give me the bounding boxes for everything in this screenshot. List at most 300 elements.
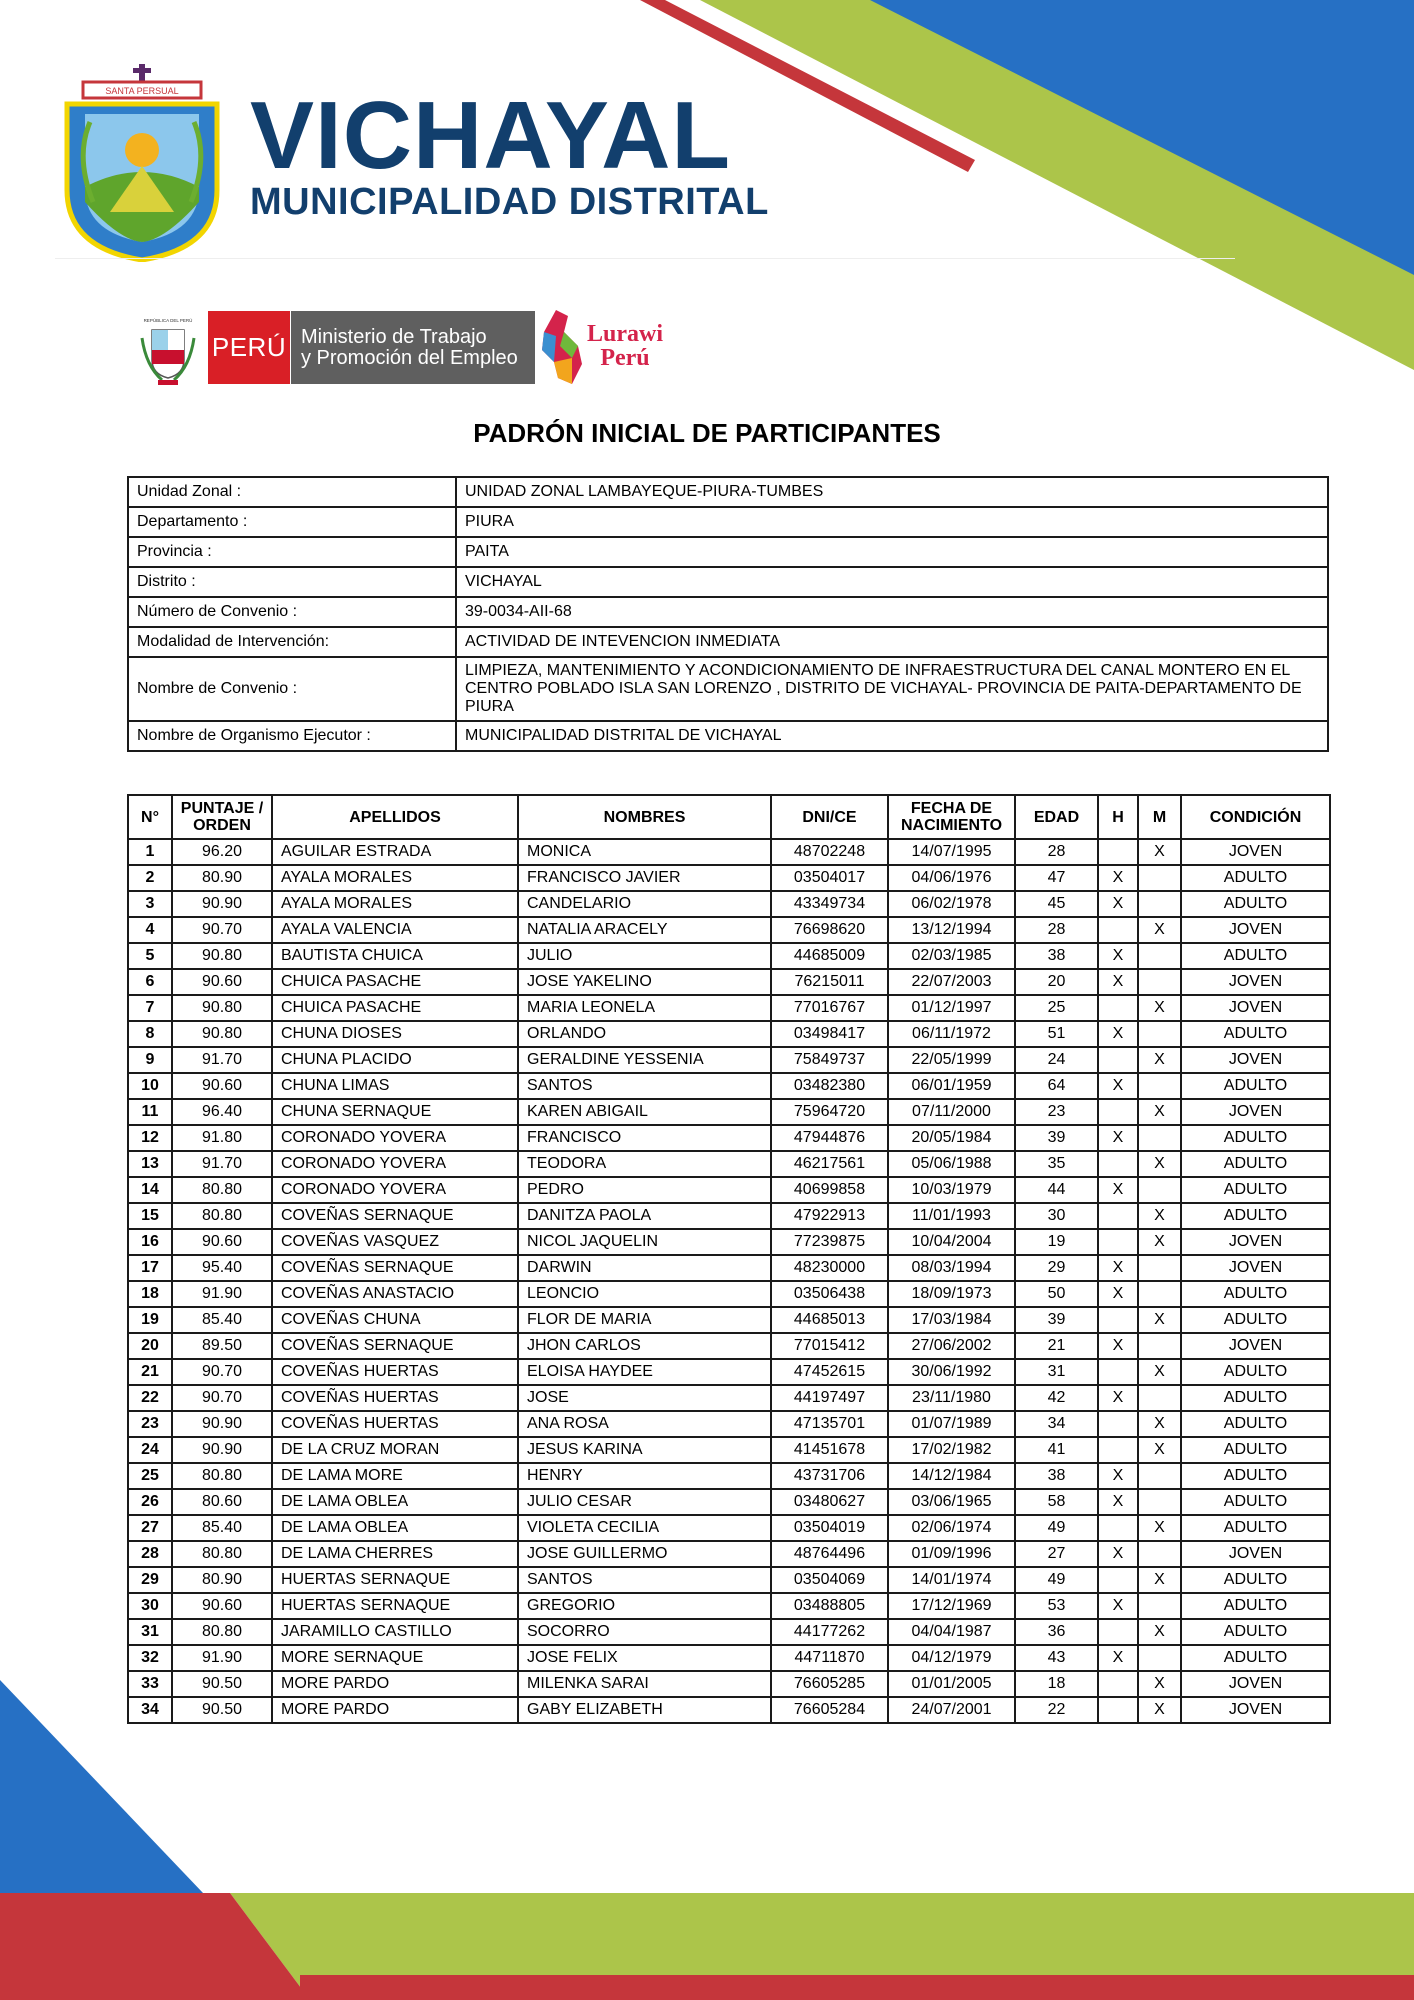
age-cell: 49: [1015, 1567, 1098, 1593]
male-mark-cell: X: [1098, 1645, 1138, 1671]
birth-date-cell: 17/03/1984: [888, 1307, 1015, 1333]
info-row: [128, 477, 1328, 507]
dni-cell: 44685013: [771, 1307, 888, 1333]
info-label: Nombre de Organismo Ejecutor :: [128, 721, 456, 751]
row-number-cell: 29: [128, 1567, 172, 1593]
birth-date-cell: 18/09/1973: [888, 1281, 1015, 1307]
dni-cell: 43349734: [771, 891, 888, 917]
birth-date-cell: 03/06/1965: [888, 1489, 1015, 1515]
birth-date-cell: 04/06/1976: [888, 865, 1015, 891]
score-cell: 90.70: [172, 1385, 272, 1411]
table-row: [128, 1073, 1330, 1099]
female-mark-cell: X: [1138, 917, 1181, 943]
age-cell: 38: [1015, 943, 1098, 969]
score-cell: 85.40: [172, 1307, 272, 1333]
brand-subtitle: MUNICIPALIDAD DISTRITAL: [250, 181, 769, 223]
given-names-cell: MARIA LEONELA: [518, 995, 771, 1021]
female-mark-cell: X: [1138, 1567, 1181, 1593]
female-mark-cell: X: [1138, 1671, 1181, 1697]
given-names-cell: TEODORA: [518, 1151, 771, 1177]
table-row: [128, 865, 1330, 891]
female-mark-cell: [1138, 1385, 1181, 1411]
surnames-cell: CORONADO YOVERA: [272, 1125, 518, 1151]
birth-date-cell: 02/06/1974: [888, 1515, 1015, 1541]
score-cell: 91.70: [172, 1047, 272, 1073]
info-row: [128, 627, 1328, 657]
table-row: [128, 1619, 1330, 1645]
birth-date-cell: 22/07/2003: [888, 969, 1015, 995]
agreement-info-table: [127, 476, 1329, 752]
given-names-cell: LEONCIO: [518, 1281, 771, 1307]
birth-date-cell: 17/12/1969: [888, 1593, 1015, 1619]
condition-cell: ADULTO: [1181, 1177, 1330, 1203]
surnames-cell: DE LAMA OBLEA: [272, 1489, 518, 1515]
row-number-cell: 15: [128, 1203, 172, 1229]
birth-date-cell: 30/06/1992: [888, 1359, 1015, 1385]
given-names-cell: JOSE FELIX: [518, 1645, 771, 1671]
surnames-cell: COVEÑAS HUERTAS: [272, 1385, 518, 1411]
row-number-cell: 17: [128, 1255, 172, 1281]
info-value: PIURA: [456, 507, 1328, 537]
male-mark-cell: [1098, 1047, 1138, 1073]
age-cell: 47: [1015, 865, 1098, 891]
male-mark-cell: X: [1098, 1281, 1138, 1307]
row-number-cell: 24: [128, 1437, 172, 1463]
age-cell: 53: [1015, 1593, 1098, 1619]
row-number-cell: 28: [128, 1541, 172, 1567]
score-cell: 90.80: [172, 1021, 272, 1047]
score-cell: 90.60: [172, 1229, 272, 1255]
male-mark-cell: [1098, 1229, 1138, 1255]
condition-cell: ADULTO: [1181, 1619, 1330, 1645]
dni-cell: 03504019: [771, 1515, 888, 1541]
given-names-cell: VIOLETA CECILIA: [518, 1515, 771, 1541]
dni-cell: 03480627: [771, 1489, 888, 1515]
row-number-cell: 7: [128, 995, 172, 1021]
info-label: Departamento :: [128, 507, 456, 537]
dni-cell: 76698620: [771, 917, 888, 943]
male-mark-cell: [1098, 995, 1138, 1021]
condition-cell: ADULTO: [1181, 1125, 1330, 1151]
dni-cell: 77015412: [771, 1333, 888, 1359]
condition-cell: ADULTO: [1181, 1281, 1330, 1307]
given-names-cell: NICOL JAQUELIN: [518, 1229, 771, 1255]
score-cell: 80.80: [172, 1463, 272, 1489]
row-number-cell: 23: [128, 1411, 172, 1437]
given-names-cell: JOSE YAKELINO: [518, 969, 771, 995]
age-cell: 31: [1015, 1359, 1098, 1385]
column-header: EDAD: [1015, 795, 1098, 839]
age-cell: 21: [1015, 1333, 1098, 1359]
lurawi-line-2: Perú: [600, 345, 650, 371]
given-names-cell: JHON CARLOS: [518, 1333, 771, 1359]
given-names-cell: PEDRO: [518, 1177, 771, 1203]
surnames-cell: COVEÑAS HUERTAS: [272, 1359, 518, 1385]
condition-cell: JOVEN: [1181, 917, 1330, 943]
score-cell: 91.70: [172, 1151, 272, 1177]
table-row: [128, 917, 1330, 943]
info-value: MUNICIPALIDAD DISTRITAL DE VICHAYAL: [456, 721, 1328, 751]
lurawi-line-1: Lurawi: [586, 321, 663, 347]
female-mark-cell: [1138, 1073, 1181, 1099]
male-mark-cell: X: [1098, 1125, 1138, 1151]
condition-cell: ADULTO: [1181, 1385, 1330, 1411]
score-cell: 80.80: [172, 1177, 272, 1203]
male-mark-cell: [1098, 1567, 1138, 1593]
score-cell: 90.50: [172, 1697, 272, 1723]
given-names-cell: JOSE: [518, 1385, 771, 1411]
condition-cell: ADULTO: [1181, 1567, 1330, 1593]
row-number-cell: 31: [128, 1619, 172, 1645]
age-cell: 45: [1015, 891, 1098, 917]
given-names-cell: GABY ELIZABETH: [518, 1697, 771, 1723]
column-header: PUNTAJE / ORDEN: [172, 795, 272, 839]
female-mark-cell: X: [1138, 1047, 1181, 1073]
surnames-cell: CHUNA DIOSES: [272, 1021, 518, 1047]
row-number-cell: 30: [128, 1593, 172, 1619]
female-mark-cell: X: [1138, 1307, 1181, 1333]
table-row: [128, 969, 1330, 995]
row-number-cell: 2: [128, 865, 172, 891]
row-number-cell: 6: [128, 969, 172, 995]
birth-date-cell: 14/12/1984: [888, 1463, 1015, 1489]
score-cell: 90.70: [172, 917, 272, 943]
dni-cell: 03482380: [771, 1073, 888, 1099]
female-mark-cell: X: [1138, 1411, 1181, 1437]
male-mark-cell: X: [1098, 1489, 1138, 1515]
row-number-cell: 34: [128, 1697, 172, 1723]
female-mark-cell: X: [1138, 1359, 1181, 1385]
birth-date-cell: 14/01/1974: [888, 1567, 1015, 1593]
male-mark-cell: [1098, 1619, 1138, 1645]
info-value: VICHAYAL: [456, 567, 1328, 597]
surnames-cell: COVEÑAS ANASTACIO: [272, 1281, 518, 1307]
surnames-cell: COVEÑAS HUERTAS: [272, 1411, 518, 1437]
condition-cell: ADULTO: [1181, 1593, 1330, 1619]
row-number-cell: 20: [128, 1333, 172, 1359]
condition-cell: JOVEN: [1181, 1047, 1330, 1073]
age-cell: 27: [1015, 1541, 1098, 1567]
info-value: UNIDAD ZONAL LAMBAYEQUE-PIURA-TUMBES: [456, 477, 1328, 507]
given-names-cell: JULIO: [518, 943, 771, 969]
ministry-line-2: y Promoción del Empleo: [301, 346, 518, 369]
female-mark-cell: [1138, 1125, 1181, 1151]
document-title: PADRÓN INICIAL DE PARTICIPANTES: [473, 418, 941, 448]
female-mark-cell: [1138, 865, 1181, 891]
male-mark-cell: [1098, 1203, 1138, 1229]
row-number-cell: 5: [128, 943, 172, 969]
score-cell: 90.80: [172, 995, 272, 1021]
male-mark-cell: X: [1098, 943, 1138, 969]
table-row: [128, 1541, 1330, 1567]
surnames-cell: JARAMILLO CASTILLO: [272, 1619, 518, 1645]
dni-cell: 48764496: [771, 1541, 888, 1567]
given-names-cell: FRANCISCO JAVIER: [518, 865, 771, 891]
female-mark-cell: [1138, 1021, 1181, 1047]
dni-cell: 76605285: [771, 1671, 888, 1697]
score-cell: 90.80: [172, 943, 272, 969]
surnames-cell: CHUNA SERNAQUE: [272, 1099, 518, 1125]
row-number-cell: 14: [128, 1177, 172, 1203]
surnames-cell: COVEÑAS SERNAQUE: [272, 1333, 518, 1359]
score-cell: 85.40: [172, 1515, 272, 1541]
info-label: Nombre de Convenio :: [128, 657, 456, 721]
given-names-cell: CANDELARIO: [518, 891, 771, 917]
table-row: [128, 1099, 1330, 1125]
age-cell: 50: [1015, 1281, 1098, 1307]
male-mark-cell: X: [1098, 865, 1138, 891]
table-row: [128, 1593, 1330, 1619]
dni-cell: 77239875: [771, 1229, 888, 1255]
surnames-cell: AYALA MORALES: [272, 865, 518, 891]
dni-cell: 44685009: [771, 943, 888, 969]
male-mark-cell: X: [1098, 1385, 1138, 1411]
given-names-cell: SOCORRO: [518, 1619, 771, 1645]
given-names-cell: FLOR DE MARIA: [518, 1307, 771, 1333]
dni-cell: 41451678: [771, 1437, 888, 1463]
info-row: [128, 657, 1328, 721]
row-number-cell: 16: [128, 1229, 172, 1255]
surnames-cell: CHUNA PLACIDO: [272, 1047, 518, 1073]
age-cell: 39: [1015, 1125, 1098, 1151]
female-mark-cell: [1138, 1593, 1181, 1619]
birth-date-cell: 08/03/1994: [888, 1255, 1015, 1281]
info-label: Modalidad de Intervención:: [128, 627, 456, 657]
table-row: [128, 1671, 1330, 1697]
male-mark-cell: [1098, 1697, 1138, 1723]
score-cell: 91.80: [172, 1125, 272, 1151]
header-divider: [55, 258, 1235, 259]
score-cell: 91.90: [172, 1281, 272, 1307]
birth-date-cell: 02/03/1985: [888, 943, 1015, 969]
dni-cell: 47944876: [771, 1125, 888, 1151]
female-mark-cell: [1138, 1489, 1181, 1515]
age-cell: 51: [1015, 1021, 1098, 1047]
row-number-cell: 22: [128, 1385, 172, 1411]
condition-cell: JOVEN: [1181, 1229, 1330, 1255]
row-number-cell: 10: [128, 1073, 172, 1099]
table-row: [128, 1385, 1330, 1411]
age-cell: 41: [1015, 1437, 1098, 1463]
surnames-cell: CHUICA PASACHE: [272, 995, 518, 1021]
surnames-cell: MORE PARDO: [272, 1697, 518, 1723]
given-names-cell: HENRY: [518, 1463, 771, 1489]
info-value: PAITA: [456, 537, 1328, 567]
given-names-cell: JESUS KARINA: [518, 1437, 771, 1463]
column-header: FECHA DE NACIMIENTO: [888, 795, 1015, 839]
row-number-cell: 9: [128, 1047, 172, 1073]
info-row: [128, 537, 1328, 567]
age-cell: 34: [1015, 1411, 1098, 1437]
row-number-cell: 11: [128, 1099, 172, 1125]
male-mark-cell: [1098, 1515, 1138, 1541]
age-cell: 24: [1015, 1047, 1098, 1073]
surnames-cell: MORE PARDO: [272, 1671, 518, 1697]
row-number-cell: 8: [128, 1021, 172, 1047]
age-cell: 42: [1015, 1385, 1098, 1411]
age-cell: 28: [1015, 917, 1098, 943]
surnames-cell: CHUICA PASACHE: [272, 969, 518, 995]
table-row: [128, 1177, 1330, 1203]
info-row: [128, 597, 1328, 627]
score-cell: 80.80: [172, 1619, 272, 1645]
dni-cell: 46217561: [771, 1151, 888, 1177]
table-row: [128, 1047, 1330, 1073]
table-row: [128, 1151, 1330, 1177]
female-mark-cell: [1138, 1177, 1181, 1203]
age-cell: 64: [1015, 1073, 1098, 1099]
participants-table: [127, 794, 1331, 1724]
birth-date-cell: 10/04/2004: [888, 1229, 1015, 1255]
female-mark-cell: X: [1138, 1515, 1181, 1541]
condition-cell: ADULTO: [1181, 1411, 1330, 1437]
score-cell: 80.90: [172, 1567, 272, 1593]
condition-cell: ADULTO: [1181, 1359, 1330, 1385]
given-names-cell: FRANCISCO: [518, 1125, 771, 1151]
score-cell: 80.80: [172, 1203, 272, 1229]
given-names-cell: ORLANDO: [518, 1021, 771, 1047]
given-names-cell: MONICA: [518, 839, 771, 865]
score-cell: 80.80: [172, 1541, 272, 1567]
table-row: [128, 1567, 1330, 1593]
score-cell: 90.50: [172, 1671, 272, 1697]
table-row: [128, 839, 1330, 865]
condition-cell: ADULTO: [1181, 1203, 1330, 1229]
female-mark-cell: X: [1138, 1151, 1181, 1177]
female-mark-cell: X: [1138, 1203, 1181, 1229]
female-mark-cell: X: [1138, 1697, 1181, 1723]
condition-cell: ADULTO: [1181, 1307, 1330, 1333]
birth-date-cell: 23/11/1980: [888, 1385, 1015, 1411]
row-number-cell: 21: [128, 1359, 172, 1385]
condition-cell: ADULTO: [1181, 943, 1330, 969]
age-cell: 44: [1015, 1177, 1098, 1203]
table-row: [128, 1463, 1330, 1489]
column-header: DNI/CE: [771, 795, 888, 839]
condition-cell: ADULTO: [1181, 1463, 1330, 1489]
table-row: [128, 1645, 1330, 1671]
age-cell: 58: [1015, 1489, 1098, 1515]
age-cell: 35: [1015, 1151, 1098, 1177]
table-row: [128, 943, 1330, 969]
age-cell: 23: [1015, 1099, 1098, 1125]
table-row: [128, 1281, 1330, 1307]
age-cell: 29: [1015, 1255, 1098, 1281]
birth-date-cell: 10/03/1979: [888, 1177, 1015, 1203]
given-names-cell: ANA ROSA: [518, 1411, 771, 1437]
row-number-cell: 13: [128, 1151, 172, 1177]
male-mark-cell: [1098, 839, 1138, 865]
dni-cell: 48702248: [771, 839, 888, 865]
dni-cell: 48230000: [771, 1255, 888, 1281]
table-row: [128, 1515, 1330, 1541]
score-cell: 90.90: [172, 1411, 272, 1437]
peru-coat-of-arms-icon: [138, 316, 198, 390]
condition-cell: JOVEN: [1181, 1671, 1330, 1697]
birth-date-cell: 06/11/1972: [888, 1021, 1015, 1047]
male-mark-cell: [1098, 1437, 1138, 1463]
score-cell: 90.60: [172, 1593, 272, 1619]
given-names-cell: GERALDINE YESSENIA: [518, 1047, 771, 1073]
table-row: [128, 1333, 1330, 1359]
dni-cell: 44177262: [771, 1619, 888, 1645]
given-names-cell: KAREN ABIGAIL: [518, 1099, 771, 1125]
row-number-cell: 25: [128, 1463, 172, 1489]
birth-date-cell: 04/04/1987: [888, 1619, 1015, 1645]
info-label: Provincia :: [128, 537, 456, 567]
condition-cell: ADULTO: [1181, 1489, 1330, 1515]
ministry-brand-box: [291, 311, 535, 384]
female-mark-cell: [1138, 1281, 1181, 1307]
female-mark-cell: [1138, 943, 1181, 969]
condition-cell: ADULTO: [1181, 891, 1330, 917]
ministry-line-1: Ministerio de Trabajo: [301, 325, 487, 348]
peru-brand-box: PERÚ: [208, 311, 290, 384]
surnames-cell: CORONADO YOVERA: [272, 1151, 518, 1177]
male-mark-cell: X: [1098, 1333, 1138, 1359]
birth-date-cell: 01/07/1989: [888, 1411, 1015, 1437]
crest-banner-text: SANTA PERSUAL: [105, 86, 179, 96]
row-number-cell: 33: [128, 1671, 172, 1697]
row-number-cell: 27: [128, 1515, 172, 1541]
dni-cell: 40699858: [771, 1177, 888, 1203]
row-number-cell: 3: [128, 891, 172, 917]
condition-cell: JOVEN: [1181, 1099, 1330, 1125]
given-names-cell: MILENKA SARAI: [518, 1671, 771, 1697]
male-mark-cell: [1098, 917, 1138, 943]
condition-cell: JOVEN: [1181, 995, 1330, 1021]
table-row: [128, 995, 1330, 1021]
female-mark-cell: X: [1138, 995, 1181, 1021]
dni-cell: 44711870: [771, 1645, 888, 1671]
score-cell: 90.90: [172, 891, 272, 917]
birth-date-cell: 01/09/1996: [888, 1541, 1015, 1567]
dni-cell: 47452615: [771, 1359, 888, 1385]
condition-cell: JOVEN: [1181, 839, 1330, 865]
given-names-cell: JULIO CESAR: [518, 1489, 771, 1515]
score-cell: 95.40: [172, 1255, 272, 1281]
age-cell: 38: [1015, 1463, 1098, 1489]
female-mark-cell: [1138, 1645, 1181, 1671]
age-cell: 30: [1015, 1203, 1098, 1229]
score-cell: 96.40: [172, 1099, 272, 1125]
given-names-cell: SANTOS: [518, 1567, 771, 1593]
dni-cell: 75849737: [771, 1047, 888, 1073]
male-mark-cell: X: [1098, 891, 1138, 917]
dni-cell: 76215011: [771, 969, 888, 995]
surnames-cell: COVEÑAS SERNAQUE: [272, 1203, 518, 1229]
column-header: N°: [128, 795, 172, 839]
surnames-cell: DE LA CRUZ MORAN: [272, 1437, 518, 1463]
birth-date-cell: 20/05/1984: [888, 1125, 1015, 1151]
dni-cell: 03506438: [771, 1281, 888, 1307]
row-number-cell: 32: [128, 1645, 172, 1671]
condition-cell: JOVEN: [1181, 969, 1330, 995]
info-value: LIMPIEZA, MANTENIMIENTO Y ACONDICIONAMIENTO DE INFRAESTRUCTURA DEL CANAL MONTERO EN EL CENTRO POBLADO ISLA SAN LORENZO , DISTRITO DE VICHAYAL- PROVINCIA DE PAITA-DEPARTAMENTO DE PIURA: [456, 657, 1328, 721]
female-mark-cell: [1138, 969, 1181, 995]
table-row: [128, 1021, 1330, 1047]
row-number-cell: 26: [128, 1489, 172, 1515]
given-names-cell: JOSE GUILLERMO: [518, 1541, 771, 1567]
table-row: [128, 1307, 1330, 1333]
table-row: [128, 1229, 1330, 1255]
male-mark-cell: X: [1098, 1593, 1138, 1619]
score-cell: 91.90: [172, 1645, 272, 1671]
male-mark-cell: X: [1098, 1541, 1138, 1567]
condition-cell: JOVEN: [1181, 1333, 1330, 1359]
female-mark-cell: X: [1138, 1619, 1181, 1645]
column-header: APELLIDOS: [272, 795, 518, 839]
